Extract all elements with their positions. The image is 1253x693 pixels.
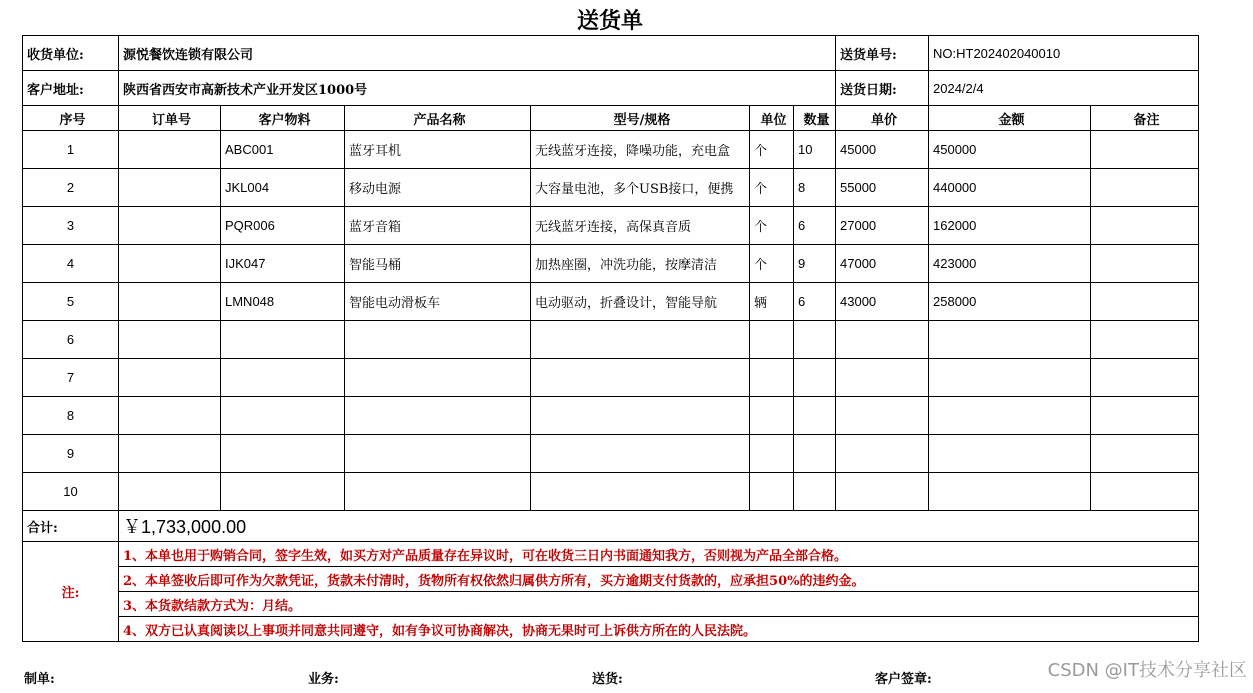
cell-spec — [531, 321, 750, 359]
customer-sign-label: 客户签章: — [875, 672, 932, 687]
cell-spec: 无线蓝牙连接，高保真音质 — [531, 207, 750, 245]
cell-unit — [750, 473, 794, 511]
column-header: 备注 — [1091, 106, 1199, 131]
cell-spec — [531, 359, 750, 397]
cell-remark — [1091, 397, 1199, 435]
table-row — [23, 207, 1199, 245]
cell-spec — [531, 397, 750, 435]
cell-material: JKL004 — [221, 169, 345, 207]
cell-name — [345, 435, 531, 473]
cell-unit — [750, 435, 794, 473]
cell-price — [836, 397, 929, 435]
cell-amount — [929, 321, 1091, 359]
table-row — [23, 169, 1199, 207]
cell-material: LMN048 — [221, 283, 345, 321]
cell-amount: 440000 — [929, 169, 1091, 207]
cell-spec: 无线蓝牙连接，降噪功能，充电盒 — [531, 131, 750, 169]
cell-qty: 6 — [794, 283, 836, 321]
cell-seq: 9 — [23, 435, 119, 473]
cell-spec — [531, 473, 750, 511]
table-row — [23, 359, 1199, 397]
cell-name: 移动电源 — [345, 169, 531, 207]
cell-name — [345, 359, 531, 397]
column-header: 单位 — [750, 106, 794, 131]
cell-name: 智能电动滑板车 — [345, 283, 531, 321]
cell-remark — [1091, 435, 1199, 473]
table-row — [23, 245, 1199, 283]
cell-remark — [1091, 473, 1199, 511]
cell-amount — [929, 397, 1091, 435]
cell-unit: 个 — [750, 245, 794, 283]
total-label: 合计: — [23, 511, 119, 542]
column-header: 产品名称 — [345, 106, 531, 131]
cell-remark — [1091, 359, 1199, 397]
table-row — [23, 321, 1199, 359]
cell-spec: 大容量电池，多个USB接口，便携 — [531, 169, 750, 207]
cell-name — [345, 473, 531, 511]
note-item: 1、本单也用于购销合同，签字生效，如买方对产品质量存在异议时，可在收货三日内书面通知我方，否则视为产品全部合格。 — [119, 542, 1199, 567]
cell-remark — [1091, 131, 1199, 169]
cell-seq: 8 — [23, 397, 119, 435]
cell-amount — [929, 473, 1091, 511]
cell-name: 蓝牙耳机 — [345, 131, 531, 169]
cell-order — [119, 131, 221, 169]
notes-label: 注: — [23, 542, 119, 642]
cell-material: ABC001 — [221, 131, 345, 169]
cell-qty — [794, 321, 836, 359]
cell-amount: 423000 — [929, 245, 1091, 283]
cell-order — [119, 473, 221, 511]
receiver-value: 源悦餐饮连锁有限公司 — [119, 36, 836, 71]
cell-material — [221, 321, 345, 359]
delivery-note-table — [22, 35, 1199, 642]
date-value: 2024/2/4 — [929, 71, 1199, 106]
cell-seq: 3 — [23, 207, 119, 245]
cell-unit — [750, 359, 794, 397]
cell-amount — [929, 435, 1091, 473]
cell-material — [221, 435, 345, 473]
cell-qty — [794, 435, 836, 473]
cell-order — [119, 397, 221, 435]
cell-material: IJK047 — [221, 245, 345, 283]
cell-order — [119, 245, 221, 283]
table-row — [23, 283, 1199, 321]
cell-price: 27000 — [836, 207, 929, 245]
cell-qty — [794, 359, 836, 397]
cell-seq: 10 — [23, 473, 119, 511]
cell-spec: 电动驱动，折叠设计，智能导航 — [531, 283, 750, 321]
cell-seq: 5 — [23, 283, 119, 321]
cell-name: 蓝牙音箱 — [345, 207, 531, 245]
cell-qty: 8 — [794, 169, 836, 207]
doc-no-value: NO:HT202402040010 — [929, 36, 1199, 71]
cell-qty: 6 — [794, 207, 836, 245]
cell-qty: 9 — [794, 245, 836, 283]
cell-remark — [1091, 283, 1199, 321]
cell-price: 43000 — [836, 283, 929, 321]
cell-material — [221, 473, 345, 511]
cell-unit: 个 — [750, 207, 794, 245]
cell-spec: 加热座圈，冲洗功能，按摩清洁 — [531, 245, 750, 283]
cell-remark — [1091, 321, 1199, 359]
receiver-label: 收货单位: — [23, 36, 119, 71]
cell-price — [836, 321, 929, 359]
address-value: 陕西省西安市高新技术产业开发区1000号 — [119, 71, 836, 106]
total-value: ￥1,733,000.00 — [119, 511, 1199, 542]
table-row — [23, 397, 1199, 435]
cell-price: 47000 — [836, 245, 929, 283]
cell-name — [345, 321, 531, 359]
column-header: 单价 — [836, 106, 929, 131]
document-title: 送货单 — [576, 8, 643, 34]
cell-price: 45000 — [836, 131, 929, 169]
cell-order — [119, 169, 221, 207]
cell-spec — [531, 435, 750, 473]
cell-unit: 个 — [750, 131, 794, 169]
cell-seq: 4 — [23, 245, 119, 283]
cell-order — [119, 359, 221, 397]
cell-seq: 2 — [23, 169, 119, 207]
cell-unit — [750, 321, 794, 359]
doc-no-label: 送货单号: — [836, 36, 929, 71]
cell-seq: 1 — [23, 131, 119, 169]
cell-qty — [794, 397, 836, 435]
cell-order — [119, 435, 221, 473]
cell-seq: 7 — [23, 359, 119, 397]
date-label: 送货日期: — [836, 71, 929, 106]
cell-amount — [929, 359, 1091, 397]
cell-order — [119, 321, 221, 359]
table-row — [23, 435, 1199, 473]
cell-name: 智能马桶 — [345, 245, 531, 283]
cell-name — [345, 397, 531, 435]
cell-seq: 6 — [23, 321, 119, 359]
column-header: 订单号 — [119, 106, 221, 131]
cell-remark — [1091, 207, 1199, 245]
cell-price — [836, 473, 929, 511]
cell-amount: 162000 — [929, 207, 1091, 245]
address-label: 客户地址: — [23, 71, 119, 106]
watermark: CSDN @IT技术分享社区 — [1047, 660, 1247, 681]
cell-order — [119, 283, 221, 321]
column-header: 序号 — [23, 106, 119, 131]
table-row — [23, 131, 1199, 169]
cell-price — [836, 435, 929, 473]
cell-price — [836, 359, 929, 397]
column-header: 型号/规格 — [531, 106, 750, 131]
cell-material — [221, 359, 345, 397]
column-header: 客户物料 — [221, 106, 345, 131]
cell-unit: 个 — [750, 169, 794, 207]
cell-unit: 辆 — [750, 283, 794, 321]
cell-order — [119, 207, 221, 245]
column-header: 数量 — [794, 106, 836, 131]
note-item: 3、本货款结款方式为：月结。 — [119, 592, 1199, 617]
cell-qty: 10 — [794, 131, 836, 169]
column-header: 金额 — [929, 106, 1091, 131]
delivery-label: 送货: — [592, 672, 623, 687]
cell-amount: 450000 — [929, 131, 1091, 169]
cell-remark — [1091, 245, 1199, 283]
note-item: 2、本单签收后即可作为欠款凭证，货款未付清时，货物所有权依然归属供方所有，买方逾期支付货款的，应承担50%的违约金。 — [119, 567, 1199, 592]
note-item: 4、双方已认真阅读以上事项并同意共同遵守，如有争议可协商解决，协商无果时可上诉供方所在的人民法院。 — [119, 617, 1199, 642]
cell-price: 55000 — [836, 169, 929, 207]
cell-material — [221, 397, 345, 435]
cell-unit — [750, 397, 794, 435]
maker-label: 制单: — [24, 672, 55, 687]
cell-qty — [794, 473, 836, 511]
cell-amount: 258000 — [929, 283, 1091, 321]
table-row — [23, 473, 1199, 511]
cell-material: PQR006 — [221, 207, 345, 245]
business-label: 业务: — [308, 672, 339, 687]
cell-remark — [1091, 169, 1199, 207]
